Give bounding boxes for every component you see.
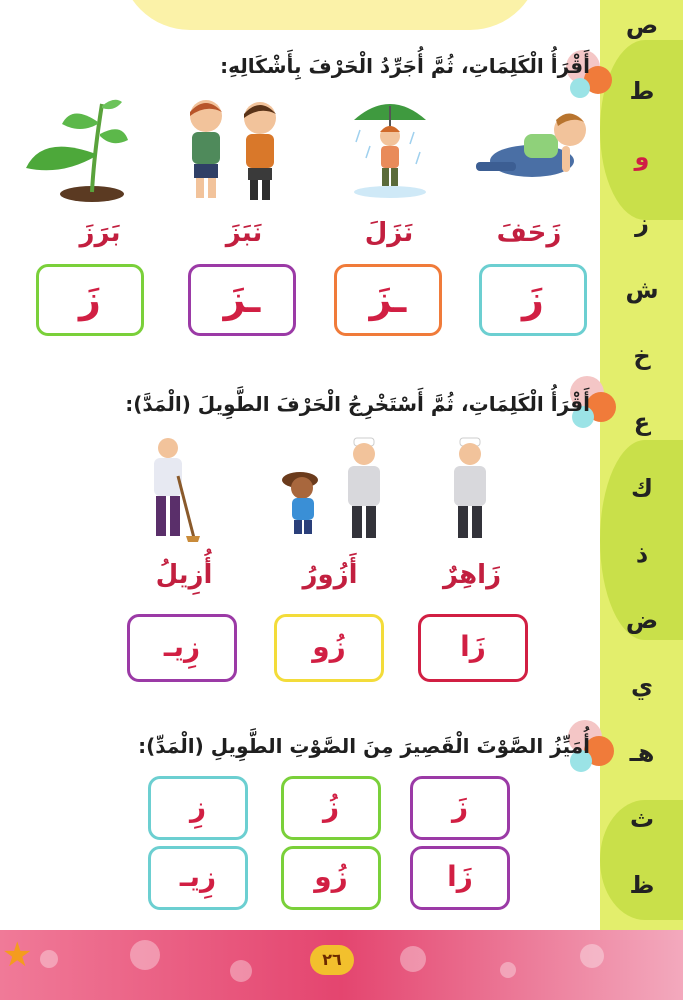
short-vowel-box: زَ [410,776,510,840]
letter-form-box: زَ [479,264,587,336]
long-vowel-box: زَا [418,614,528,682]
letter-form-box: زَ [36,264,144,336]
word-label: زَاهِرٌ [442,560,502,590]
star-icon: ★ [2,935,33,975]
boy-and-grandfather-picture [278,436,394,544]
section1-title: أَقْرَأُ الْكَلِمَاتِ، ثُمَّ أُجَرِّدُ الْحَرْفَ بِأَشْكَالِهِ: [220,54,590,78]
short-vowel-box: زِ [148,776,248,840]
alphabet-letter: ش [625,275,659,304]
alphabet-letter: خ [633,341,651,370]
word-label: أَزُورُ [302,560,358,590]
alphabet-letter: و [634,143,650,172]
sprout-picture [22,94,132,204]
man-sweeping-picture [142,436,202,544]
word-label: بَرَزَ [79,218,121,248]
long-vowel-box: زُو [281,846,381,910]
word-label: نَبَزَ [225,218,263,248]
word-label: زَحَفَ [496,218,562,248]
alphabet-letter: ط [629,77,655,106]
alphabet-letter: ز [635,209,649,238]
alphabet-letter: ع [633,407,651,436]
alphabet-letter: ك [631,473,653,502]
word-label: أُزِيلُ [155,560,213,590]
word-label: نَزَلَ [364,218,414,248]
alphabet-letter: ذ [635,540,649,569]
rain-umbrella-picture [350,96,430,200]
two-boys-picture [178,94,290,206]
alphabet-letter: ث [629,804,655,833]
old-man-picture [440,436,500,544]
section2-title: أَقْرَأُ الْكَلِمَاتِ، ثُمَّ أَسْتَخْرِجُ الْحَرْفَ الطَّوِيلَ (الْمَدَّ): [125,392,590,416]
long-vowel-box: زِيـ [127,614,237,682]
letter-form-box: ـزَ [334,264,442,336]
crawling-baby-picture [462,106,592,186]
page-number: ٢٦ [310,945,354,975]
alphabet-letter: ص [625,11,659,39]
long-vowel-box: زَا [410,846,510,910]
long-vowel-box: زُو [274,614,384,682]
short-vowel-box: زُ [281,776,381,840]
alphabet-letter: ض [625,606,659,635]
top-decoration [120,0,540,30]
long-vowel-box: زِيـ [148,846,248,910]
section3-title: أُمَيِّزُ الصَّوْتَ الْقَصِيرَ مِنَ الصَّوْتِ الطَّوِيلِ (الْمَدِّ): [138,734,590,758]
alphabet-letters [612,8,672,968]
letter-form-box: ـزَ [188,264,296,336]
alphabet-letter: ظ [629,870,655,899]
alphabet-letter: ي [631,672,653,701]
alphabet-letter: هـ [629,738,655,767]
